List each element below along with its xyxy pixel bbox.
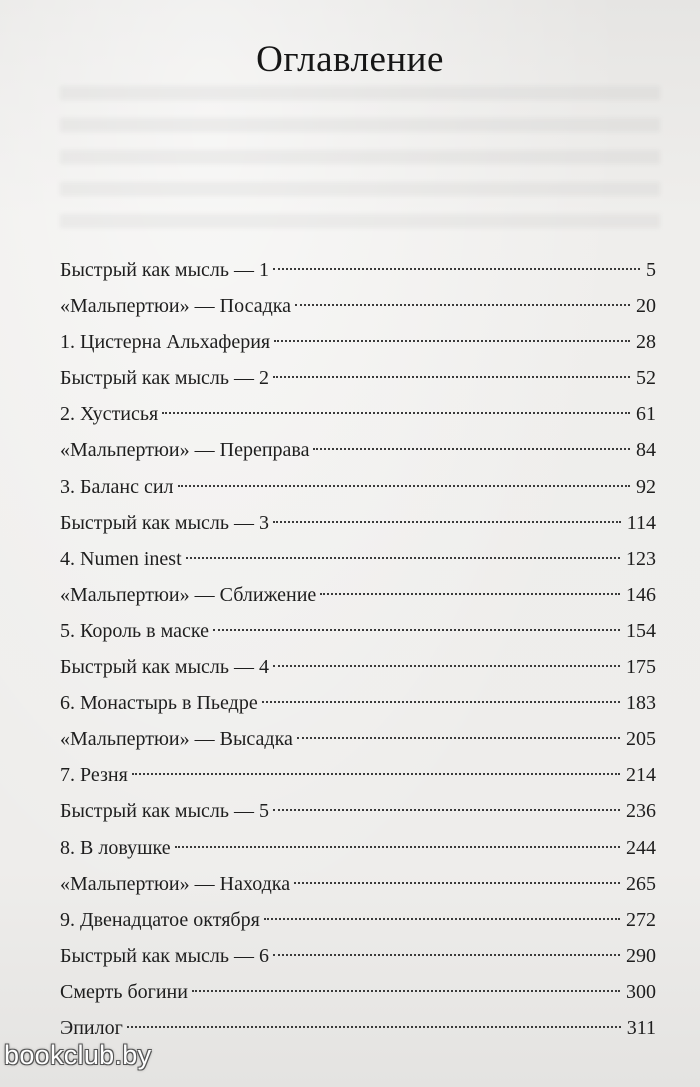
toc-entry [60, 541, 656, 577]
toc-entry-title: Быстрый как мысль — 4 [60, 656, 270, 679]
toc-entry-title: Быстрый как мысль — 2 [60, 367, 270, 390]
toc-dot-leader [297, 737, 620, 739]
toc-entry-title: Эпилог [60, 1016, 123, 1039]
toc-dot-leader [273, 954, 620, 956]
bleed-through-line [60, 214, 660, 228]
table-of-contents [60, 252, 656, 1046]
toc-entry-page-number: 205 [626, 728, 656, 751]
toc-entry-page-number: 300 [626, 980, 656, 1003]
toc-entry [60, 866, 656, 902]
toc-dot-leader [273, 268, 640, 270]
toc-entry-page-number: 123 [626, 547, 656, 570]
toc-dot-leader [192, 990, 620, 992]
toc-dot-leader [262, 701, 620, 703]
toc-entry-title: 8. В ловушке [60, 836, 171, 859]
toc-entry-page-number: 265 [626, 872, 656, 895]
toc-dot-leader [127, 1026, 621, 1028]
bleed-through-line [60, 150, 660, 164]
toc-entry-page-number: 28 [636, 331, 656, 354]
toc-entry-title: Быстрый как мысль — 6 [60, 944, 270, 967]
toc-entry-title: «Мальпертюи» — Высадка [60, 728, 293, 751]
toc-dot-leader [295, 304, 630, 306]
toc-entry [60, 830, 656, 866]
toc-entry-title: 2. Хустисья [60, 403, 159, 426]
toc-entry-page-number: 92 [636, 475, 656, 498]
toc-entry-title: 6. Монастырь в Пьедре [60, 692, 258, 715]
toc-entry-page-number: 236 [626, 800, 656, 823]
toc-dot-leader [313, 448, 630, 450]
toc-entry-page-number: 5 [646, 259, 656, 281]
toc-entry [60, 432, 656, 468]
toc-entry-page-number: 52 [636, 367, 656, 390]
toc-entry-page-number: 244 [626, 836, 656, 859]
toc-entry [60, 757, 656, 793]
toc-entry [60, 793, 656, 829]
toc-entry-title: 5. Король в маске [60, 619, 209, 642]
toc-entry-title: 7. Резня [60, 764, 128, 787]
toc-entry-title: Быстрый как мысль — 3 [60, 511, 270, 534]
toc-dot-leader [274, 340, 630, 342]
toc-entry-page-number: 154 [626, 619, 656, 642]
toc-entry-title: Быстрый как мысль — 5 [60, 800, 270, 823]
toc-entry-page-number: 311 [626, 1016, 656, 1039]
toc-entry-title: Смерть богини [60, 980, 188, 1003]
toc-entry [60, 396, 656, 432]
toc-dot-leader [320, 593, 620, 595]
toc-entry-title: 9. Двенадцатое октября [60, 908, 260, 931]
bleed-through-line [60, 118, 660, 132]
toc-entry-page-number: 146 [626, 583, 656, 606]
toc-entry [60, 324, 656, 360]
toc-dot-leader [213, 629, 620, 631]
toc-entry [60, 902, 656, 938]
toc-entry-page-number: 114 [626, 511, 656, 534]
toc-entry [60, 577, 656, 613]
toc-dot-leader [132, 773, 620, 775]
toc-dot-leader [175, 846, 620, 848]
toc-dot-leader [273, 665, 620, 667]
toc-entry-page-number: 84 [636, 439, 656, 462]
toc-entry-title: «Мальпертюи» — Сближение [60, 583, 317, 606]
toc-entry-page-number: 61 [636, 403, 656, 426]
toc-entry [60, 360, 656, 396]
toc-entry [60, 649, 656, 685]
toc-entry [60, 469, 656, 505]
toc-dot-leader [294, 882, 620, 884]
toc-entry-page-number: 290 [626, 944, 656, 967]
toc-entry-page-number: 214 [626, 764, 656, 787]
toc-dot-leader [186, 557, 620, 559]
toc-entry-title: 1. Цистерна Альхаферия [60, 331, 271, 354]
toc-entry [60, 613, 656, 649]
toc-dot-leader [162, 412, 630, 414]
bleed-through-line [60, 86, 660, 100]
toc-entry-page-number: 272 [626, 908, 656, 931]
toc-dot-leader [264, 918, 620, 920]
bleed-through-line [60, 182, 660, 196]
toc-entry [60, 252, 656, 288]
toc-entry-page-number: 20 [636, 295, 656, 318]
toc-dot-leader [273, 521, 621, 523]
toc-entry-title: «Мальпертюи» — Переправа [60, 439, 310, 462]
toc-entry-title: 3. Баланс сил [60, 475, 174, 498]
toc-entry-title: «Мальпертюи» — Находка [60, 872, 291, 895]
toc-entry-page-number: 175 [626, 656, 656, 679]
watermark-logo: bookclub.by [4, 1040, 152, 1070]
toc-entry [60, 685, 656, 721]
toc-dot-leader [273, 376, 630, 378]
page-title: Оглавление [256, 39, 444, 80]
toc-dot-leader [178, 485, 630, 487]
toc-dot-leader [273, 809, 620, 811]
toc-entry-title: «Мальпертюи» — Посадка [60, 295, 292, 318]
toc-entry-page-number: 183 [626, 692, 656, 715]
toc-entry [60, 974, 656, 1010]
toc-entry [60, 505, 656, 541]
toc-entry-title: Быстрый как мысль — 1 [60, 259, 270, 281]
toc-entry [60, 288, 656, 324]
toc-entry [60, 721, 656, 757]
toc-entry [60, 938, 656, 974]
toc-entry-title: 4. Numen inest [60, 547, 182, 570]
